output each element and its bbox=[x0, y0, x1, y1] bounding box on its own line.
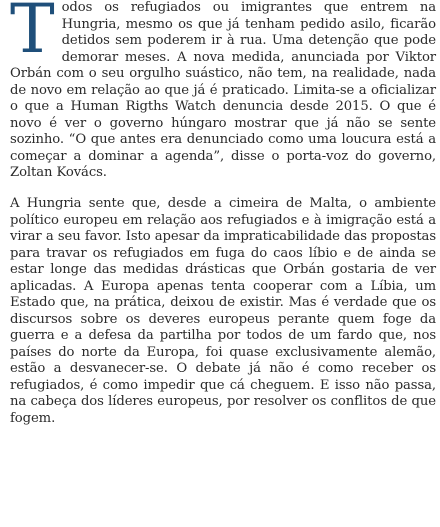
drop-cap: T bbox=[10, 0, 55, 68]
paragraph-1 bbox=[10, 0, 436, 182]
paragraph-1-text: odos os refugiados ou imigrantes que entrem na Hungria, mesmo os que já tenham pedido asilo, ficarão detidos sem poderem ir à rua. Uma detenção que pode demorar meses. A nova medida, anunciada por Viktor Orbán com o seu orgulho suástico, não tem, na realidade, nada de novo em relação ao que já é praticado. Limita-se a oficializar o que a Human Rigths Watch denuncia desde 2015. O que é novo é ver o governo húngaro mostrar que já não se sente sozinho. “O que antes era denunciado como uma loucura está a começar a dominar a agenda”, disse o porta-voz do governo, Zoltan Kovács. bbox=[10, 0, 436, 180]
article-body bbox=[10, 0, 436, 427]
paragraph-2: A Hungria sente que, desde a cimeira de Malta, o ambiente político europeu em relação aos refugiados e à imigração está a virar a seu favor. Isto apesar da impraticabilidade das propostas para travar os refugiados em fuga do caos líbio e de ainda se estar longe das medidas drásticas que Orbán gostaria de ver aplicadas. A Europa apenas tenta cooperar com a Líbia, um Estado que, na prática, deixou de existir. Mas é verdade que os discursos sobre os deveres europeus perante quem foge da guerra e a defesa da partilha por todos de um fardo que, nos países do norte da Europa, foi quase exclusivamente alemão, estão a desvanecer-se. O debate já não é como receber os refugiados, é como impedir que cá cheguem. E isso não passa, na cabeça dos líderes europeus, por resolver os conflitos de que fogem. bbox=[10, 196, 436, 426]
